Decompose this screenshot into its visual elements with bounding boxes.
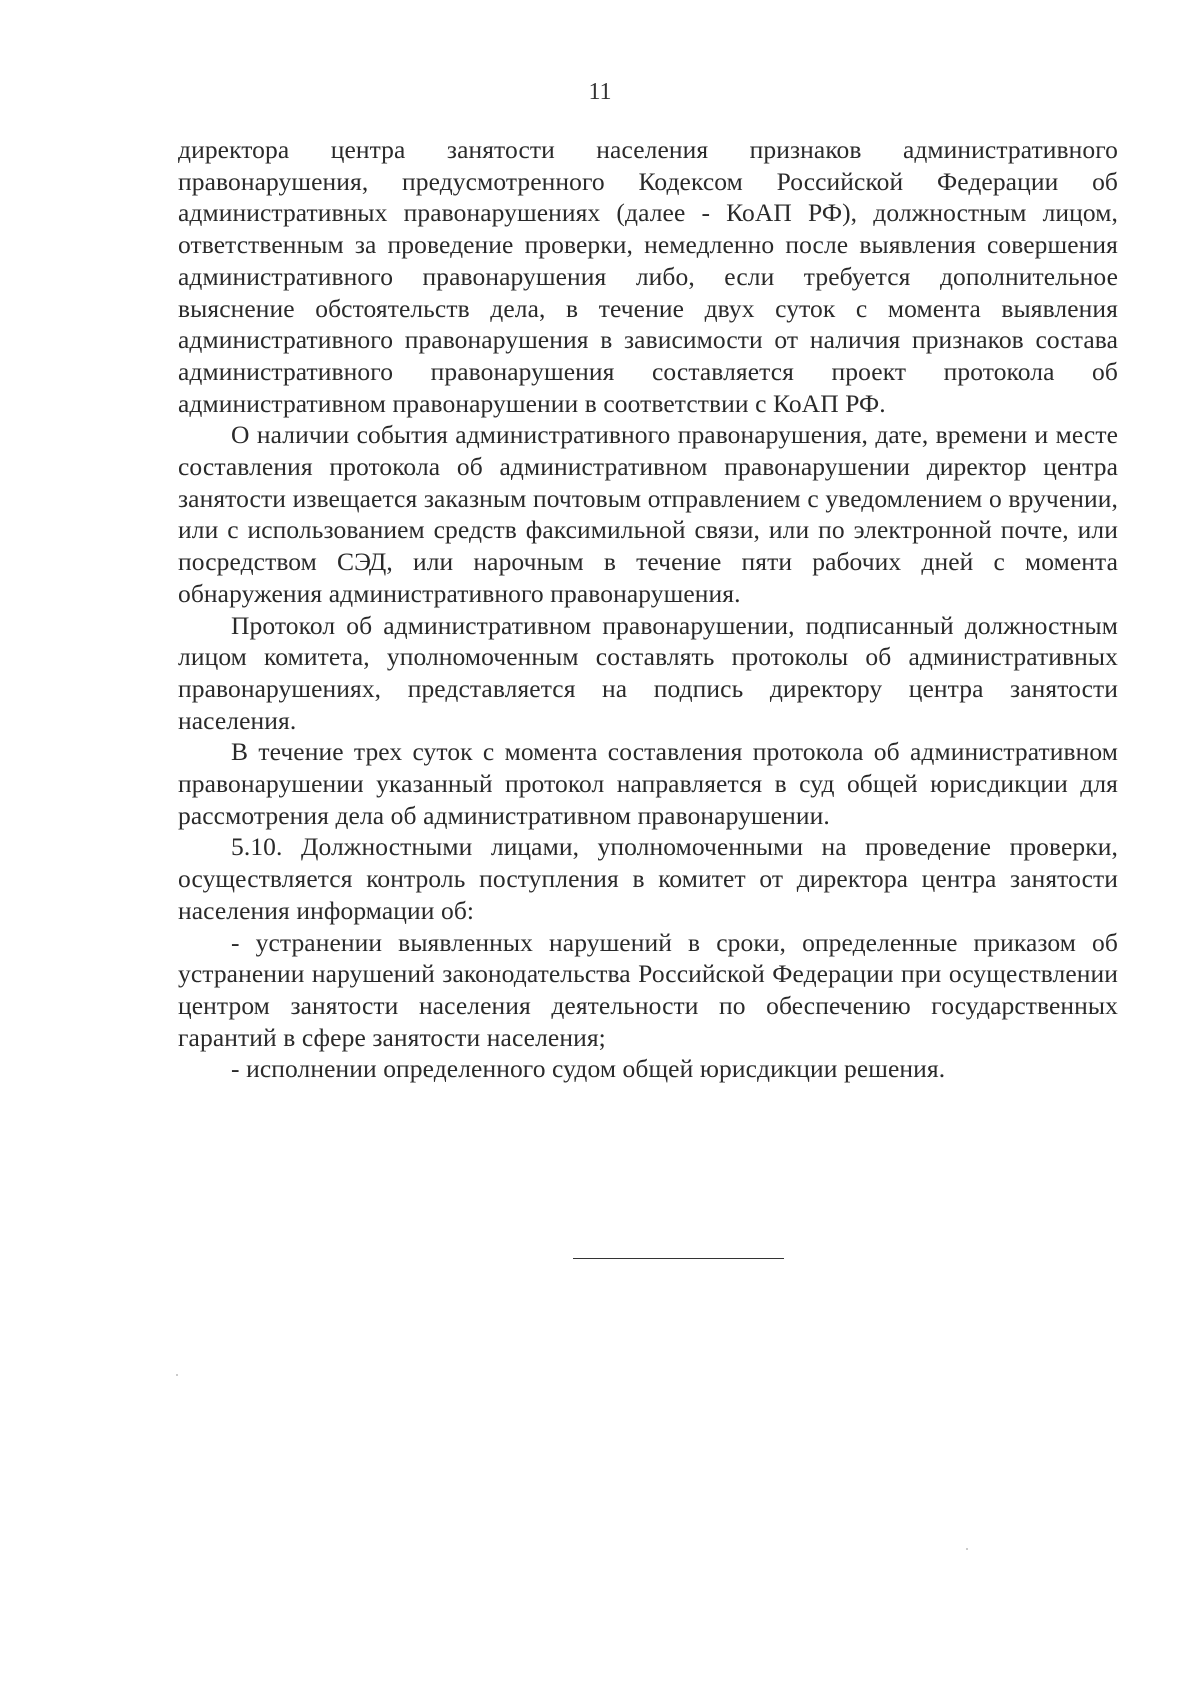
page-number: 11 xyxy=(588,79,612,105)
scan-speck xyxy=(966,1548,968,1550)
document-body xyxy=(178,134,1118,1085)
list-item-court-decision: - исполнении определенного судом общей юрисдикции решения. xyxy=(231,1054,946,1084)
paragraph-protocol-signing: Протокол об административном правонарушении, подписанный должностным лицом комитета, уполномоченным составлять протоколы об административных правонарушениях, представляется на подпись директору центра занятости населения. xyxy=(178,610,1118,735)
scan-speck xyxy=(176,1374,178,1376)
end-of-text-rule xyxy=(573,1258,784,1259)
paragraph-continuation: директора центра занятости населения признаков административного правонарушения, предусмотренного Кодексом Российской Федерации об административных правонарушениях (далее - КоАП РФ), должностным лицом, ответственным за проведение проверки, немедленно после выявления совершения административного правонарушения либо, если требуется дополнительное выяснение обстоятельств дела, в течение двух суток с момента выявления административного правонарушения в зависимости от наличия признаков состава административного правонарушения составляется проект протокола об административном правонарушении в соответствии с КоАП РФ. xyxy=(178,135,1118,418)
paragraph-protocol-court: В течение трех суток с момента составления протокола об административном правонарушении указанный протокол направляется в суд общей юрисдикции для рассмотрения дела об административном правонарушении. xyxy=(178,737,1118,830)
paragraph-section-5-10: 5.10. Должностными лицами, уполномоченными на проведение проверки, осуществляется контроль поступления в комитет от директора центра занятости населения информации об: xyxy=(178,832,1118,925)
paragraph-notification: О наличии события административного правонарушения, дате, времени и месте составления протокола об административном правонарушении директор центра занятости извещается заказным почтовым отправлением с уведомлением о вручении, или с использованием средств факсимильной связи, или по электронной почте, или посредством СЭД, или нарочным в течение пяти рабочих дней с момента обнаружения административного правонарушения. xyxy=(178,420,1118,608)
list-item-violations: - устранении выявленных нарушений в сроки, определенные приказом об устранении нарушений законодательства Российской Федерации при осуществлении центром занятости населения деятельности по обеспечению государственных гарантий в сфере занятости населения; xyxy=(178,927,1118,1052)
